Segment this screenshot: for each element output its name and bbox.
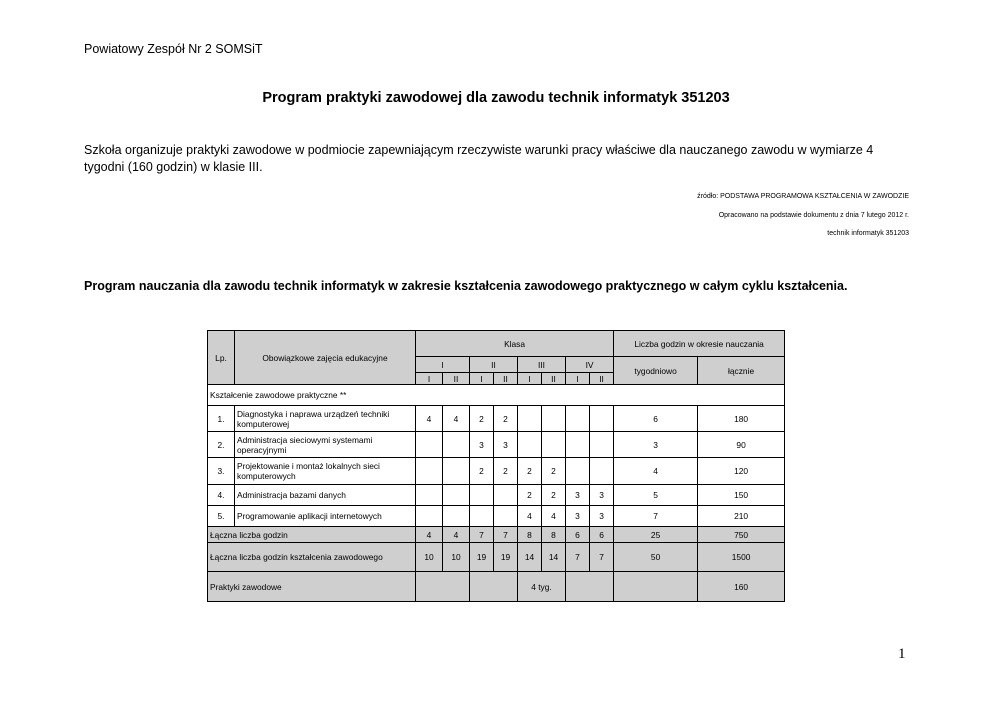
curriculum-table [207,330,785,602]
page-number: 1 [898,646,906,662]
sum2-cell: 10 [443,543,470,572]
sum-cell: 7 [494,527,518,543]
row-subject: Administracja bazami danych [235,485,416,506]
header-semester: I [470,373,494,385]
practice-value: 4 tyg. [518,572,566,602]
sum-cell: 4 [443,527,470,543]
row-cell [470,485,494,506]
row-cell: 4 [416,406,443,432]
practice-row [208,572,785,602]
sum2-cell: 7 [590,543,614,572]
row-subject: Administracja sieciowymi systemami operacyjnymi [235,432,416,458]
row-cell: 3 [566,485,590,506]
row-lp: 4. [208,485,235,506]
row-cell [443,485,470,506]
row-cell [566,458,590,485]
table-row [208,406,785,432]
header-class: IV [566,357,614,373]
sum-row [208,527,785,543]
row-subject: Projektowanie i montaż lokalnych sieci komputerowych [235,458,416,485]
section-title: Program nauczania dla zawodu technik informatyk w zakresie kształcenia zawodowego praktycznego w całym cyklu kształcenia. [84,279,848,293]
sum2-cell: 19 [494,543,518,572]
row-cell: 2 [542,485,566,506]
page-header: Powiatowy Zespół Nr 2 SOMSiT [84,42,263,56]
sum-cell: 4 [416,527,443,543]
sum-cell: 6 [590,527,614,543]
practice-cell [614,572,698,602]
table-row [208,432,785,458]
row-cell [518,432,542,458]
row-cell: 3 [590,485,614,506]
header-klasa: Klasa [416,331,614,357]
row-cell: 2 [494,406,518,432]
sum2-cell: 14 [518,543,542,572]
sum-weekly: 25 [614,527,698,543]
row-cell [542,432,566,458]
row-cell: 4 [443,406,470,432]
row-cell [542,406,566,432]
row-cell: 4 [518,506,542,527]
header-class: II [470,357,518,373]
sum2-cell: 19 [470,543,494,572]
header-subjects: Obowiązkowe zajęcia edukacyjne [235,331,416,385]
row-lp: 2. [208,432,235,458]
row-cell [590,406,614,432]
row-subject: Diagnostyka i naprawa urządzeń techniki komputerowej [235,406,416,432]
sum2-weekly: 50 [614,543,698,572]
sum2-cell: 10 [416,543,443,572]
row-cell [443,432,470,458]
row-lp: 5. [208,506,235,527]
source-line: Opracowano na podstawie dokumentu z dnia 7 lutego 2012 r. [718,212,909,219]
row-cell: 3 [470,432,494,458]
row-cell [443,458,470,485]
header-hours: Liczba godzin w okresie nauczania [614,331,785,357]
row-weekly: 4 [614,458,698,485]
intro-paragraph: Szkoła organizuje praktyki zawodowe w podmiocie zapewniającym rzeczywiste warunki pracy właściwe dla nauczanego zawodu w wymiarze 4 tygodni (160 godzin) w klasie III. [84,143,874,174]
practice-cell [470,572,518,602]
sum2-row [208,543,785,572]
header-semester: II [494,373,518,385]
practice-total: 160 [698,572,785,602]
row-subject: Programowanie aplikacji internetowych [235,506,416,527]
sum-cell: 8 [518,527,542,543]
sum2-cell: 7 [566,543,590,572]
row-cell [494,506,518,527]
row-cell [416,485,443,506]
practice-cell [566,572,614,602]
table-row [208,506,785,527]
header-semester: I [416,373,443,385]
row-cell: 3 [590,506,614,527]
row-cell [470,506,494,527]
row-total: 150 [698,485,785,506]
row-weekly: 7 [614,506,698,527]
row-cell [443,506,470,527]
header-lp: Lp. [208,331,235,385]
row-cell [416,432,443,458]
row-cell: 2 [470,406,494,432]
header-semester: I [566,373,590,385]
row-weekly: 5 [614,485,698,506]
row-cell [494,485,518,506]
header-class: I [416,357,470,373]
row-total: 90 [698,432,785,458]
row-total: 210 [698,506,785,527]
sum2-label: Łączna liczba godzin kształcenia zawodowego [208,543,416,572]
row-cell [518,406,542,432]
practice-label: Praktyki zawodowe [208,572,416,602]
row-cell: 4 [542,506,566,527]
row-lp: 1. [208,406,235,432]
row-weekly: 6 [614,406,698,432]
row-cell [590,458,614,485]
row-cell: 2 [494,458,518,485]
header-semester: II [443,373,470,385]
row-cell: 2 [542,458,566,485]
header-semester: I [518,373,542,385]
row-cell: 3 [494,432,518,458]
header-class: III [518,357,566,373]
source-line: źródło: PODSTAWA PROGRAMOWA KSZTAŁCENIA W ZAWODZIE [697,193,909,200]
row-weekly: 3 [614,432,698,458]
sum-label: Łączna liczba godzin [208,527,416,543]
header-total: łącznie [698,357,785,385]
row-cell: 2 [518,485,542,506]
sum-total: 750 [698,527,785,543]
sum-cell: 8 [542,527,566,543]
row-cell: 2 [518,458,542,485]
header-semester: II [590,373,614,385]
row-cell [590,432,614,458]
row-total: 120 [698,458,785,485]
sum2-cell: 14 [542,543,566,572]
row-lp: 3. [208,458,235,485]
row-cell [566,406,590,432]
row-total: 180 [698,406,785,432]
sum2-total: 1500 [698,543,785,572]
row-cell: 3 [566,506,590,527]
header-weekly: tygodniowo [614,357,698,385]
practice-cell [416,572,470,602]
header-semester: II [542,373,566,385]
row-cell [416,458,443,485]
sum-cell: 6 [566,527,590,543]
document-title: Program praktyki zawodowej dla zawodu technik informatyk 351203 [262,90,730,106]
source-line: technik informatyk 351203 [827,230,909,237]
row-cell: 2 [470,458,494,485]
row-cell [416,506,443,527]
sum-cell: 7 [470,527,494,543]
section-row: Kształcenie zawodowe praktyczne ** [208,385,785,406]
row-cell [566,432,590,458]
table-row [208,458,785,485]
table-row [208,485,785,506]
